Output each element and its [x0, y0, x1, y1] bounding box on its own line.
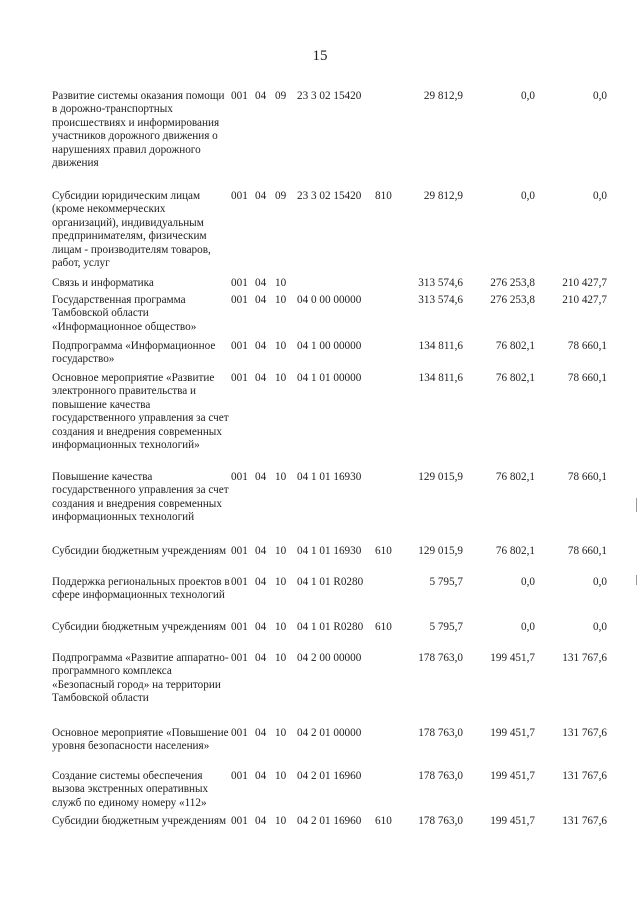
row-name: Основное мероприятие «Повышение уровня безопасности населения» — [52, 727, 229, 753]
row-name: Связь и информатика — [52, 277, 154, 289]
target-article-code: 23 3 02 15420 — [297, 190, 362, 202]
page-number: 15 — [312, 48, 328, 64]
amount-year-3: 78 660,1 — [567, 372, 607, 384]
subsection-code: 10 — [275, 372, 287, 384]
amount-year-2: 76 802,1 — [495, 372, 535, 384]
amount-year-2: 199 451,7 — [490, 652, 535, 664]
amount-year-2: 76 802,1 — [495, 545, 535, 557]
target-article-code: 23 3 02 15420 — [297, 90, 362, 102]
amount-year-3: 131 767,6 — [562, 652, 607, 664]
subsection-code: 10 — [275, 770, 287, 782]
amount-year-3: 0,0 — [593, 576, 607, 588]
ministry-code: 001 — [231, 727, 248, 739]
section-code: 04 — [255, 90, 267, 102]
row-name: Повышение качества государственного управления за счет создания и внедрения современных информационных технологий — [52, 471, 229, 524]
row-name: Субсидии бюджетным учреждениям — [52, 621, 227, 633]
target-article-code: 04 2 01 00000 — [297, 727, 362, 739]
expense-type-code: 610 — [375, 545, 392, 557]
amount-year-2: 0,0 — [521, 90, 535, 102]
target-article-code: 04 1 01 16930 — [297, 471, 362, 483]
ministry-code: 001 — [231, 90, 248, 102]
amount-year-3: 210 427,7 — [562, 294, 607, 306]
subsection-code: 10 — [275, 340, 287, 352]
ministry-code: 001 — [231, 545, 248, 557]
amount-year-3: 78 660,1 — [567, 471, 607, 483]
row-name: Субсидии юридическим лицам (кроме некоммерческих организаций), индивидуальным предпринимателям, физическим лицам - производителям товаров, работ, услуг — [52, 190, 211, 270]
amount-year-1: 178 763,0 — [418, 815, 463, 827]
ministry-code: 001 — [231, 621, 248, 633]
amount-year-2: 0,0 — [521, 190, 535, 202]
amount-year-2: 199 451,7 — [490, 815, 535, 827]
subsection-code: 10 — [275, 545, 287, 557]
amount-year-3: 131 767,6 — [562, 727, 607, 739]
ministry-code: 001 — [231, 340, 248, 352]
ministry-code: 001 — [231, 652, 248, 664]
row-name: Развитие системы оказания помощи в дорожно-транспортных происшествиях и информирования участников дорожного движения о нарушениях правил дорожного движения — [52, 90, 225, 170]
subsection-code: 09 — [275, 190, 287, 202]
target-article-code: 04 2 01 16960 — [297, 815, 362, 827]
row-name: Поддержка региональных проектов в сфере информационных технологий — [52, 576, 230, 602]
section-code: 04 — [255, 652, 267, 664]
ministry-code: 001 — [231, 576, 248, 588]
section-code: 04 — [255, 294, 267, 306]
amount-year-3: 0,0 — [593, 90, 607, 102]
section-code: 04 — [255, 277, 267, 289]
amount-year-1: 178 763,0 — [418, 770, 463, 782]
row-name: Подпрограмма «Информационное государство» — [52, 340, 216, 366]
target-article-code: 04 1 01 00000 — [297, 372, 362, 384]
amount-year-1: 313 574,6 — [418, 277, 463, 289]
amount-year-1: 178 763,0 — [418, 727, 463, 739]
scan-artifact — [636, 575, 637, 585]
target-article-code: 04 2 00 00000 — [297, 652, 362, 664]
target-article-code: 04 1 01 R0280 — [297, 621, 364, 633]
subsection-code: 10 — [275, 815, 287, 827]
amount-year-2: 199 451,7 — [490, 727, 535, 739]
amount-year-3: 210 427,7 — [562, 277, 607, 289]
amount-year-1: 5 795,7 — [429, 576, 463, 588]
section-code: 04 — [255, 372, 267, 384]
amount-year-2: 76 802,1 — [495, 471, 535, 483]
section-code: 04 — [255, 190, 267, 202]
row-name: Подпрограмма «Развитие аппаратно-программного комплекса «Безопасный город» на территории Тамбовской области — [52, 652, 229, 705]
amount-year-1: 134 811,6 — [418, 340, 463, 352]
ministry-code: 001 — [231, 277, 248, 289]
amount-year-3: 131 767,6 — [562, 815, 607, 827]
amount-year-1: 29 812,9 — [423, 190, 463, 202]
expense-type-code: 610 — [375, 815, 392, 827]
amount-year-1: 29 812,9 — [423, 90, 463, 102]
subsection-code: 10 — [275, 471, 287, 483]
section-code: 04 — [255, 815, 267, 827]
section-code: 04 — [255, 770, 267, 782]
amount-year-2: 276 253,8 — [490, 294, 535, 306]
amount-year-2: 76 802,1 — [495, 340, 535, 352]
amount-year-2: 199 451,7 — [490, 770, 535, 782]
target-article-code: 04 1 01 16930 — [297, 545, 362, 557]
row-name: Субсидии бюджетным учреждениям — [52, 815, 227, 827]
row-name: Создание системы обеспечения вызова экстренных оперативных служб по единому номеру «112» — [52, 770, 209, 809]
amount-year-1: 313 574,6 — [418, 294, 463, 306]
target-article-code: 04 0 00 00000 — [297, 294, 362, 306]
target-article-code: 04 2 01 16960 — [297, 770, 362, 782]
ministry-code: 001 — [231, 471, 248, 483]
subsection-code: 10 — [275, 652, 287, 664]
scan-artifact — [636, 498, 637, 512]
ministry-code: 001 — [231, 294, 248, 306]
subsection-code: 10 — [275, 621, 287, 633]
target-article-code: 04 1 00 00000 — [297, 340, 362, 352]
section-code: 04 — [255, 576, 267, 588]
amount-year-3: 131 767,6 — [562, 770, 607, 782]
section-code: 04 — [255, 621, 267, 633]
amount-year-3: 78 660,1 — [567, 340, 607, 352]
amount-year-2: 276 253,8 — [490, 277, 535, 289]
subsection-code: 10 — [275, 277, 287, 289]
ministry-code: 001 — [231, 770, 248, 782]
ministry-code: 001 — [231, 190, 248, 202]
amount-year-1: 129 015,9 — [418, 545, 463, 557]
subsection-code: 10 — [275, 576, 287, 588]
subsection-code: 10 — [275, 727, 287, 739]
section-code: 04 — [255, 727, 267, 739]
section-code: 04 — [255, 471, 267, 483]
subsection-code: 09 — [275, 90, 287, 102]
row-name: Основное мероприятие «Развитие электронного правительства и повышение качества государственного управления за счет создания и внедрения современных информационных технологий» — [52, 372, 229, 452]
amount-year-3: 78 660,1 — [567, 545, 607, 557]
expense-type-code: 810 — [375, 190, 392, 202]
amount-year-1: 129 015,9 — [418, 471, 463, 483]
expense-type-code: 610 — [375, 621, 392, 633]
target-article-code: 04 1 01 R0280 — [297, 576, 364, 588]
subsection-code: 10 — [275, 294, 287, 306]
ministry-code: 001 — [231, 815, 248, 827]
amount-year-1: 134 811,6 — [418, 372, 463, 384]
amount-year-3: 0,0 — [593, 190, 607, 202]
section-code: 04 — [255, 545, 267, 557]
section-code: 04 — [255, 340, 267, 352]
row-name: Субсидии бюджетным учреждениям — [52, 545, 227, 557]
row-name: Государственная программа Тамбовской области «Информационное общество» — [52, 294, 197, 333]
amount-year-3: 0,0 — [593, 621, 607, 633]
amount-year-1: 5 795,7 — [429, 621, 463, 633]
amount-year-2: 0,0 — [521, 576, 535, 588]
amount-year-1: 178 763,0 — [418, 652, 463, 664]
ministry-code: 001 — [231, 372, 248, 384]
amount-year-2: 0,0 — [521, 621, 535, 633]
